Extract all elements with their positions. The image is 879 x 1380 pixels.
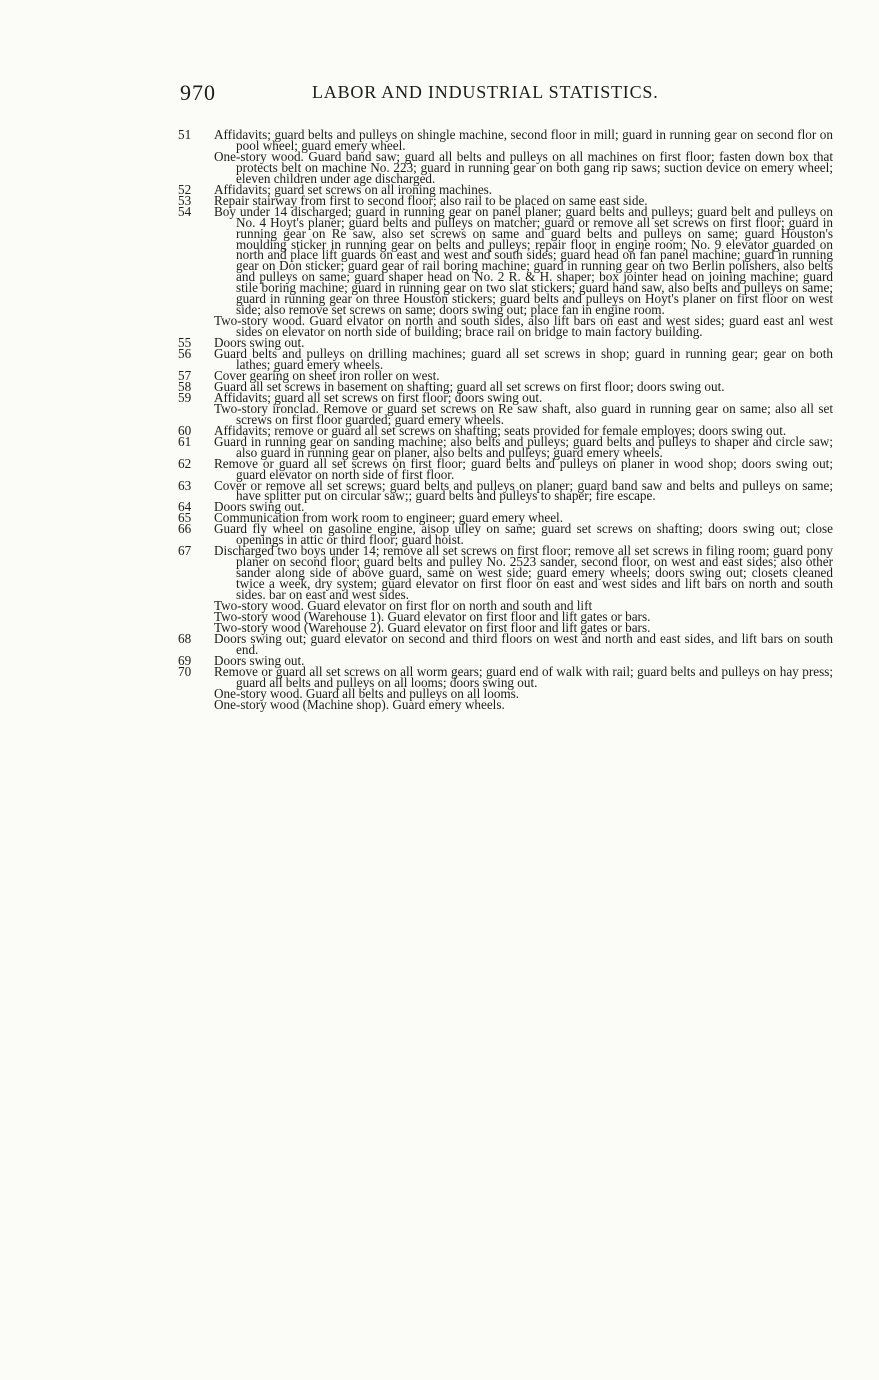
running-head: LABOR AND INDUSTRIAL STATISTICS. bbox=[312, 82, 659, 102]
entry-number: 57 bbox=[178, 367, 192, 383]
subitem-text: One-story wood. Guard band saw; guard all belts and pulleys on all machines on first floor; fasten down box that protects belt on machine No. 223; guard in running gear on both gang rip saws; suction device on emery wheel; eleven children under age discharged. bbox=[214, 148, 833, 186]
subitem-text: Two-story wood (Warehouse 2). Guard elevator on first floor and lift gates or bars. bbox=[214, 619, 651, 635]
entry-text: Affidavits; guard belts and pulleys on shingle machine, second floor in mill; guard in running gear on second flor on pool wheel; guard emery wheel. bbox=[214, 127, 833, 153]
entry-text: Boy under 14 discharged; guard in running gear on panel planer; guard belts and pulleys; guard belt and pulleys on No. 4 Hoyt's planer; guard belts and pulleys on matcher; guard or remove all set screws on first floor; guard in running gear on Re saw, also set screws on same and guard belts and pulleys on same; guard Houston's moulding sticker in running gear on belts and pulleys; repair floor in engine room; No. 9 elevator guarded on north and place lift guards on east and west and south sides; guard head on fan panel machine; guard in running gear on Don sticker; guard gear of rail boring machine; guard in running gear on two Berlin polishers, also belts and pulleys on same; guard shaper head on No. 2 R. & H. shaper; box jointer head on joining machine; guard stile boring machine; guard in running gear on two slat stickers; guard hand saw, also belts and pulleys on same; guard in running gear on three Houston stickers; guard belts and pulleys on Hoyt's planer on first floor on west side; also remove set screws on same; doors swing out; place fan in engine room. bbox=[214, 203, 833, 318]
entry-text: Guard fly wheel on gasoline engine, aisop ulley on same; guard set screws on shafting; doors swing out; close openings in attic or third floor; guard hoist. bbox=[214, 521, 833, 548]
entry-number: 68 bbox=[178, 630, 192, 646]
subitem-text: One-story wood. Guard all belts and pulleys on all looms. bbox=[214, 685, 520, 701]
entry-item bbox=[178, 389, 833, 405]
entry-subitem bbox=[178, 148, 833, 186]
entry-text: Doors swing out. bbox=[214, 499, 305, 515]
entry-number: 56 bbox=[178, 346, 192, 362]
entry-text: Communication from work room to engineer; guard emery wheel. bbox=[214, 510, 564, 526]
entry-subitem bbox=[178, 696, 833, 712]
entry-text: Guard in running gear on sanding machine; also belts and pulleys; guard belts and pulleys to shaper and circle saw; also guard in running gear on planer, also belts and pulleys; guard emery wheels. bbox=[214, 433, 833, 460]
entry-number: 53 bbox=[178, 192, 192, 208]
subitem-text: One-story wood (Machine shop). Guard emery wheels. bbox=[214, 696, 505, 712]
entry-number: 62 bbox=[178, 455, 192, 471]
entry-text: Remove or guard all set screws on first floor; guard belts and pulleys on planer in wood shop; doors swing out; guard elevator on north side of first floor. bbox=[214, 455, 833, 482]
subitem-text: Two-story ironclad. Remove or guard set screws on Re saw shaft, also guard in running gear on same; also all set screws on first floor guarded; guard emery wheels. bbox=[214, 400, 833, 427]
entry-item bbox=[178, 543, 833, 603]
entry-text: Repair stairway from first to second floor; also rail to be placed on same east side. bbox=[214, 192, 648, 208]
entry-text: Cover or remove all set screws; guard belts and pulleys on planer; guard band saw and belts and pulleys on same; have splitter put on circular saw;; guard belts and pulleys to shaper; fire escape. bbox=[214, 477, 833, 504]
entry-number: 52 bbox=[178, 181, 192, 197]
entry-number: 65 bbox=[178, 510, 192, 526]
entry-text: Discharged two boys under 14; remove all set screws on first floor; remove all set screws in filing room; guard pony planer on second floor; guard belts and pulley No. 2523 sander, second floor, on west and east sides; also other sander along side of above guard, same on west side; guard emery wheels; doors swing out; closets cleaned twice a week, dry system; guard elevator on first floor on east and west sides and lift bars on north and south sides. bar on east and west sides. bbox=[214, 543, 833, 603]
entry-number: 64 bbox=[178, 499, 192, 515]
entry-number: 59 bbox=[178, 389, 192, 405]
entry-text: Affidavits; guard all set screws on first floor; doors swing out. bbox=[214, 389, 543, 405]
entry-number: 58 bbox=[178, 378, 192, 394]
entry-item bbox=[178, 203, 833, 318]
entry-text: Affidavits; remove or guard all set screws on shafting; seats provided for female employes; doors swing out. bbox=[214, 422, 787, 438]
entry-item bbox=[178, 127, 833, 153]
subitem-text: Two-story wood. Guard elevator on first flor on north and south and lift bbox=[214, 597, 593, 613]
entry-number: 61 bbox=[178, 433, 192, 449]
entry-text: Doors swing out. bbox=[214, 335, 305, 351]
entry-number: 55 bbox=[178, 335, 192, 351]
entry-text: Doors swing out. bbox=[214, 652, 305, 668]
inspection-entries bbox=[178, 127, 833, 712]
subitem-text: Two-story wood (Warehouse 1). Guard elevator on first floor and lift gates or bars. bbox=[214, 608, 651, 624]
entry-number: 54 bbox=[178, 203, 192, 219]
entry-text: Guard all set screws in basement on shafting; guard all set screws on first floor; doors swing out. bbox=[214, 378, 725, 394]
entry-number: 69 bbox=[178, 652, 192, 668]
entry-text: Doors swing out; guard elevator on second and third floors on west and north and east sides, and lift bars on south end. bbox=[214, 630, 833, 657]
entry-number: 70 bbox=[178, 663, 192, 679]
subitem-text: Two-story wood. Guard elvator on north and south sides, also lift bars on east and west sides; guard east anl west sides on elevator on north side of building; brace rail on bridge to main factory building. bbox=[214, 313, 833, 340]
entry-text: Affidavits; guard set screws on all ironing machines. bbox=[214, 181, 493, 197]
page-number: 970 bbox=[180, 80, 216, 105]
entry-text: Remove or guard all set screws on all worm gears; guard end of walk with rail; guard belts and pulleys on hay press; guard all belts and pulleys on all looms; doors swing out. bbox=[214, 663, 833, 690]
entry-number: 63 bbox=[178, 477, 192, 493]
entry-number: 51 bbox=[178, 127, 192, 142]
entry-number: 67 bbox=[178, 543, 192, 559]
entry-number: 60 bbox=[178, 422, 192, 438]
entry-text: Cover gearing on sheet iron roller on west. bbox=[214, 367, 440, 383]
entry-number: 66 bbox=[178, 521, 192, 537]
entry-item bbox=[178, 663, 833, 690]
entry-text: Guard belts and pulleys on drilling machines; guard all set screws in shop; guard in running gear; gear on both lathes; guard emery wheels. bbox=[214, 346, 833, 373]
